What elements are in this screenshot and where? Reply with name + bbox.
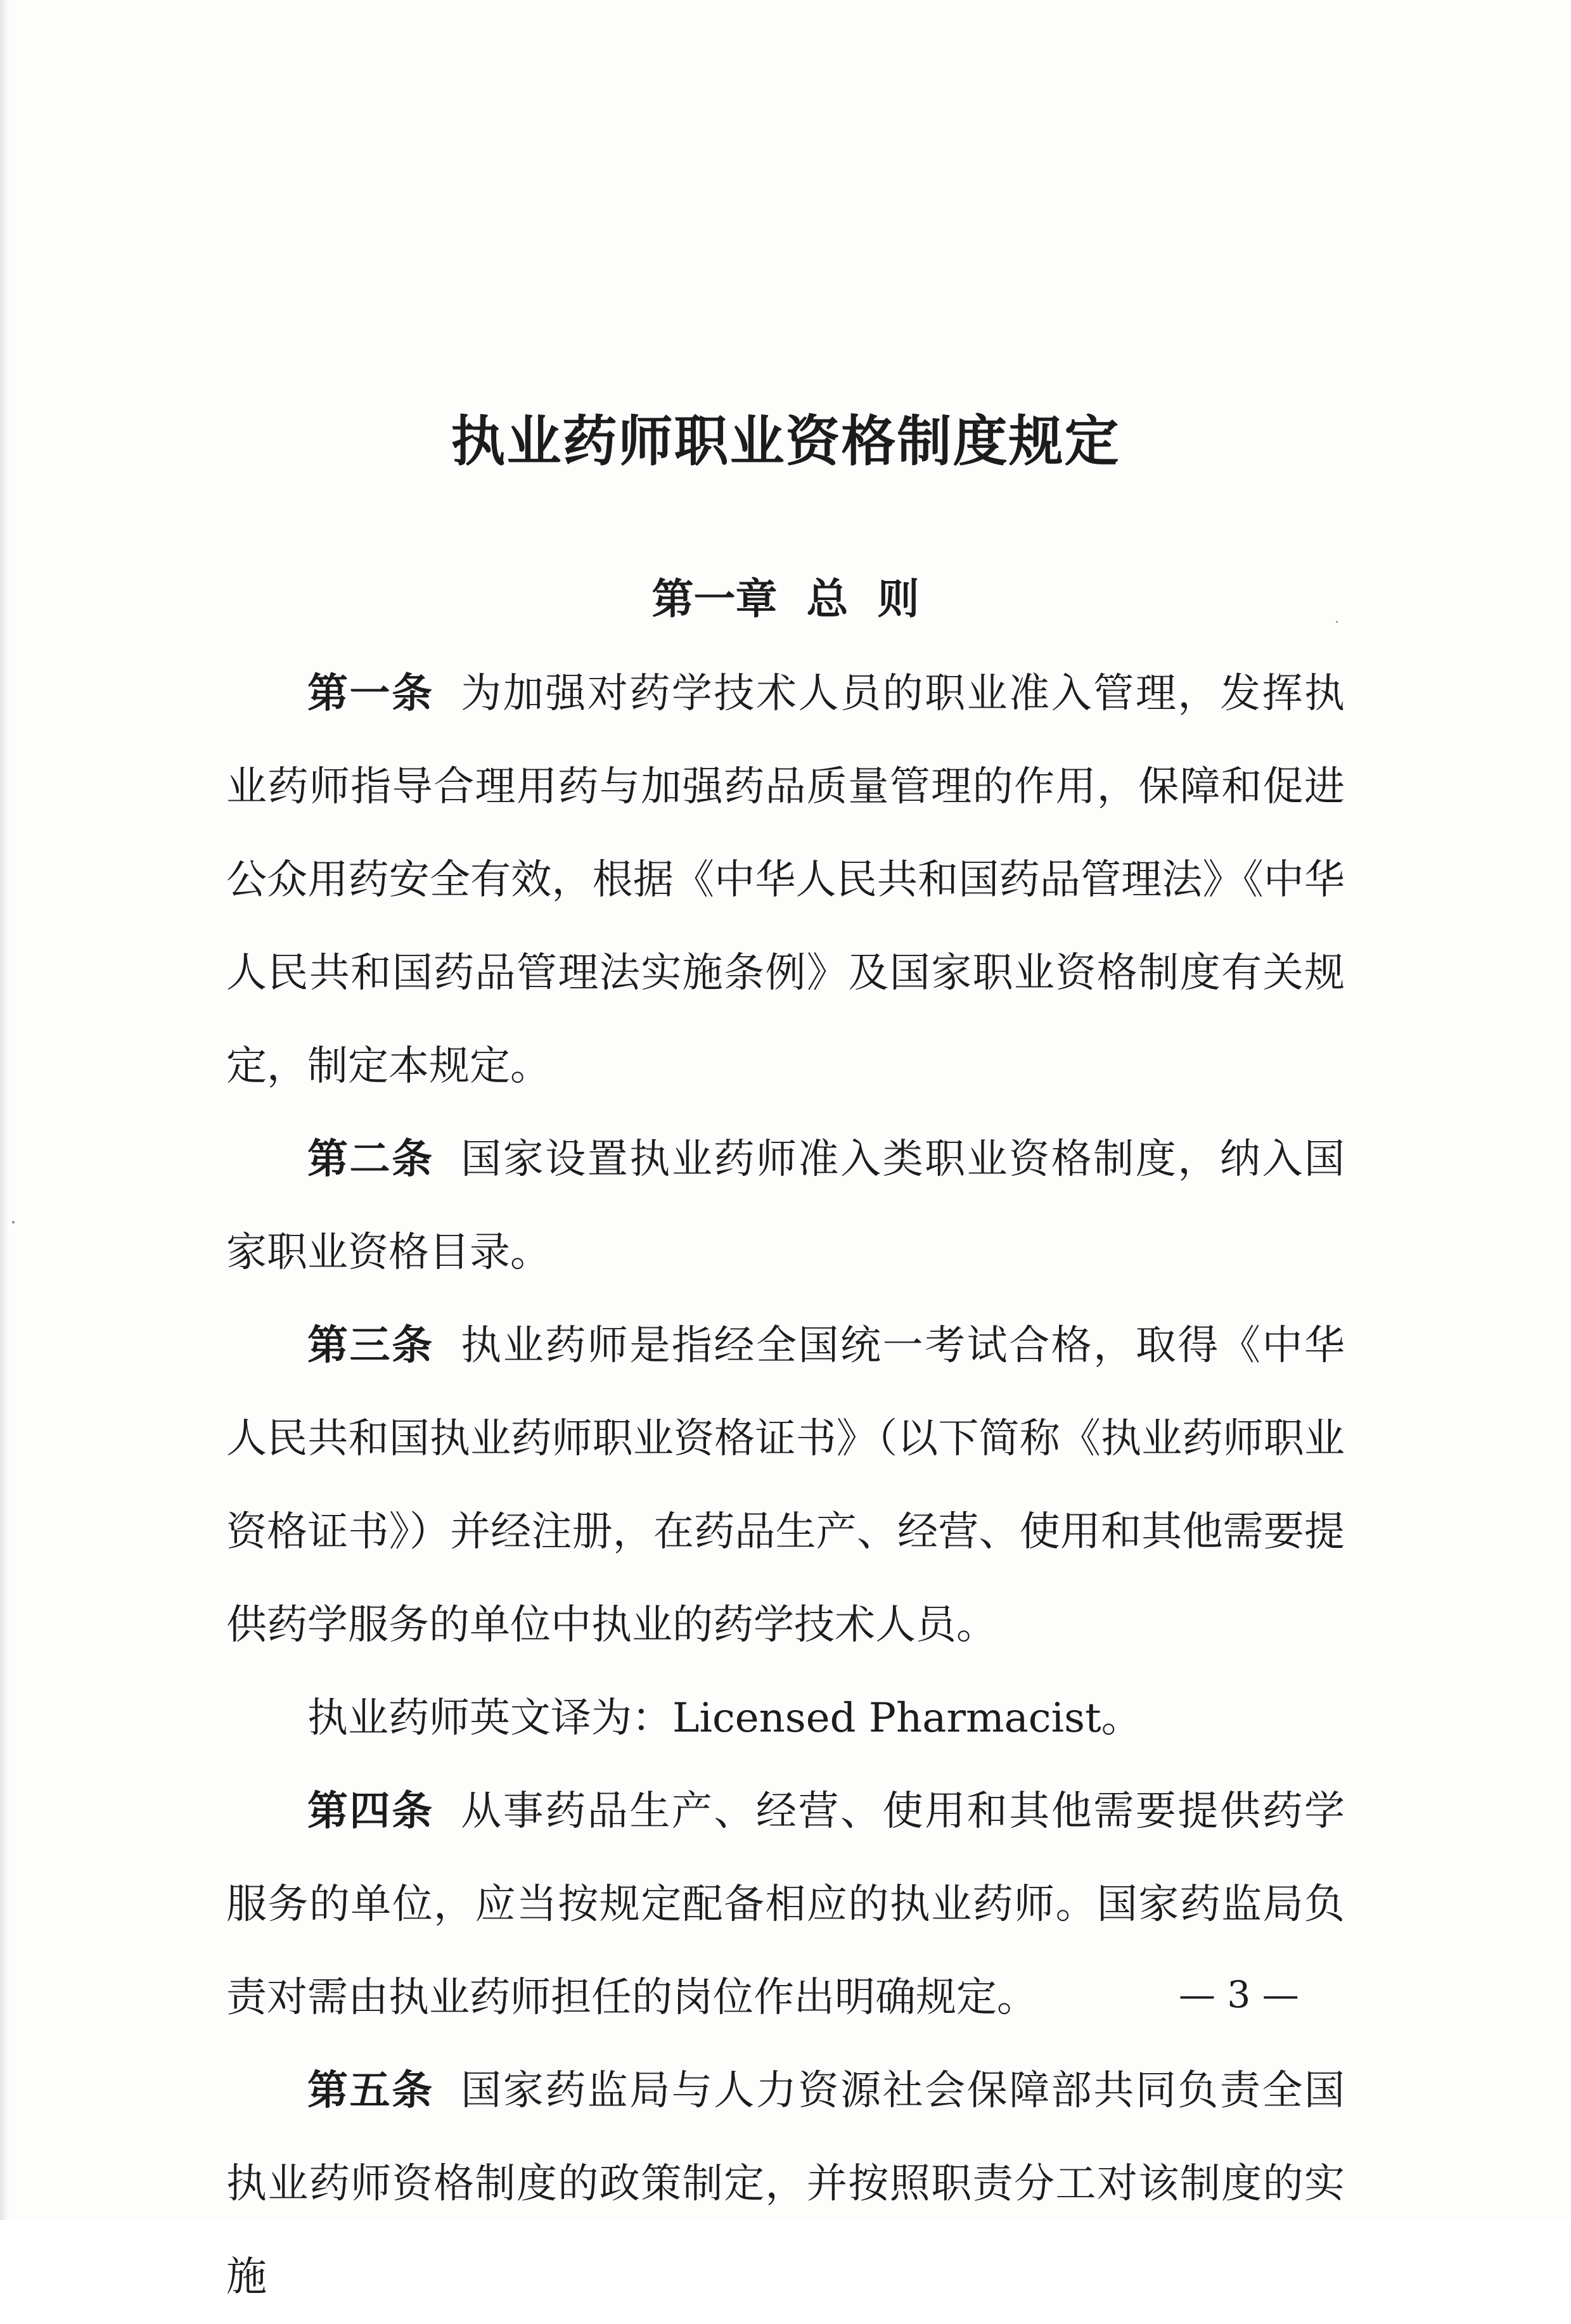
chapter-title: 第一章 总 则 — [651, 574, 920, 623]
scan-speck — [12, 1221, 15, 1223]
article-label: 第五条 — [307, 2067, 434, 2114]
article-paragraph — [226, 2045, 1345, 2324]
article-label: 第二条 — [307, 1136, 434, 1183]
document-body — [226, 648, 1345, 2324]
article-paragraph — [226, 1299, 1345, 1672]
article-text: 执业药师英文译为：Licensed Pharmacist。 — [307, 1695, 1142, 1742]
article-text: 国家设置执业药师准入类职业资格制度，纳入国家职业资格目录。 — [226, 1136, 1345, 1276]
article-paragraph — [226, 1765, 1345, 2045]
article-label: 第一条 — [307, 670, 434, 717]
article-paragraph — [226, 1672, 1345, 1765]
article-paragraph — [226, 648, 1345, 1113]
article-text: 从事药品生产、经营、使用和其他需要提供药学服务的单位，应当按规定配备相应的执业药师。国家药监局负责对需由执业药师担任的岗位作出明确规定。 — [226, 1788, 1345, 2021]
article-label: 第三条 — [307, 1322, 434, 1369]
scan-edge-shadow — [0, 0, 9, 2220]
page-number: — 3 — — [1179, 1973, 1299, 2016]
article-label: 第四条 — [307, 1788, 434, 1835]
article-text: 执业药师是指经全国统一考试合格，取得《中华人民共和国执业药师职业资格证书》（以下简称《执业药师职业资格证书》）并经注册，在药品生产、经营、使用和其他需要提供药学服务的单位中执业的药学技术人员。 — [226, 1322, 1345, 1649]
article-paragraph — [226, 1113, 1345, 1299]
document-title: 执业药师职业资格制度规定 — [451, 409, 1120, 473]
article-text: 为加强对药学技术人员的职业准入管理，发挥执业药师指导合理用药与加强药品质量管理的作用，保障和促进公众用药安全有效，根据《中华人民共和国药品管理法》《中华人民共和国药品管理法实施条例》及国家职业资格制度有关规定，制定本规定。 — [226, 670, 1345, 1090]
article-text: 国家药监局与人力资源社会保障部共同负责全国执业药师资格制度的政策制定，并按照职责分工对该制度的实施 — [226, 2067, 1345, 2301]
